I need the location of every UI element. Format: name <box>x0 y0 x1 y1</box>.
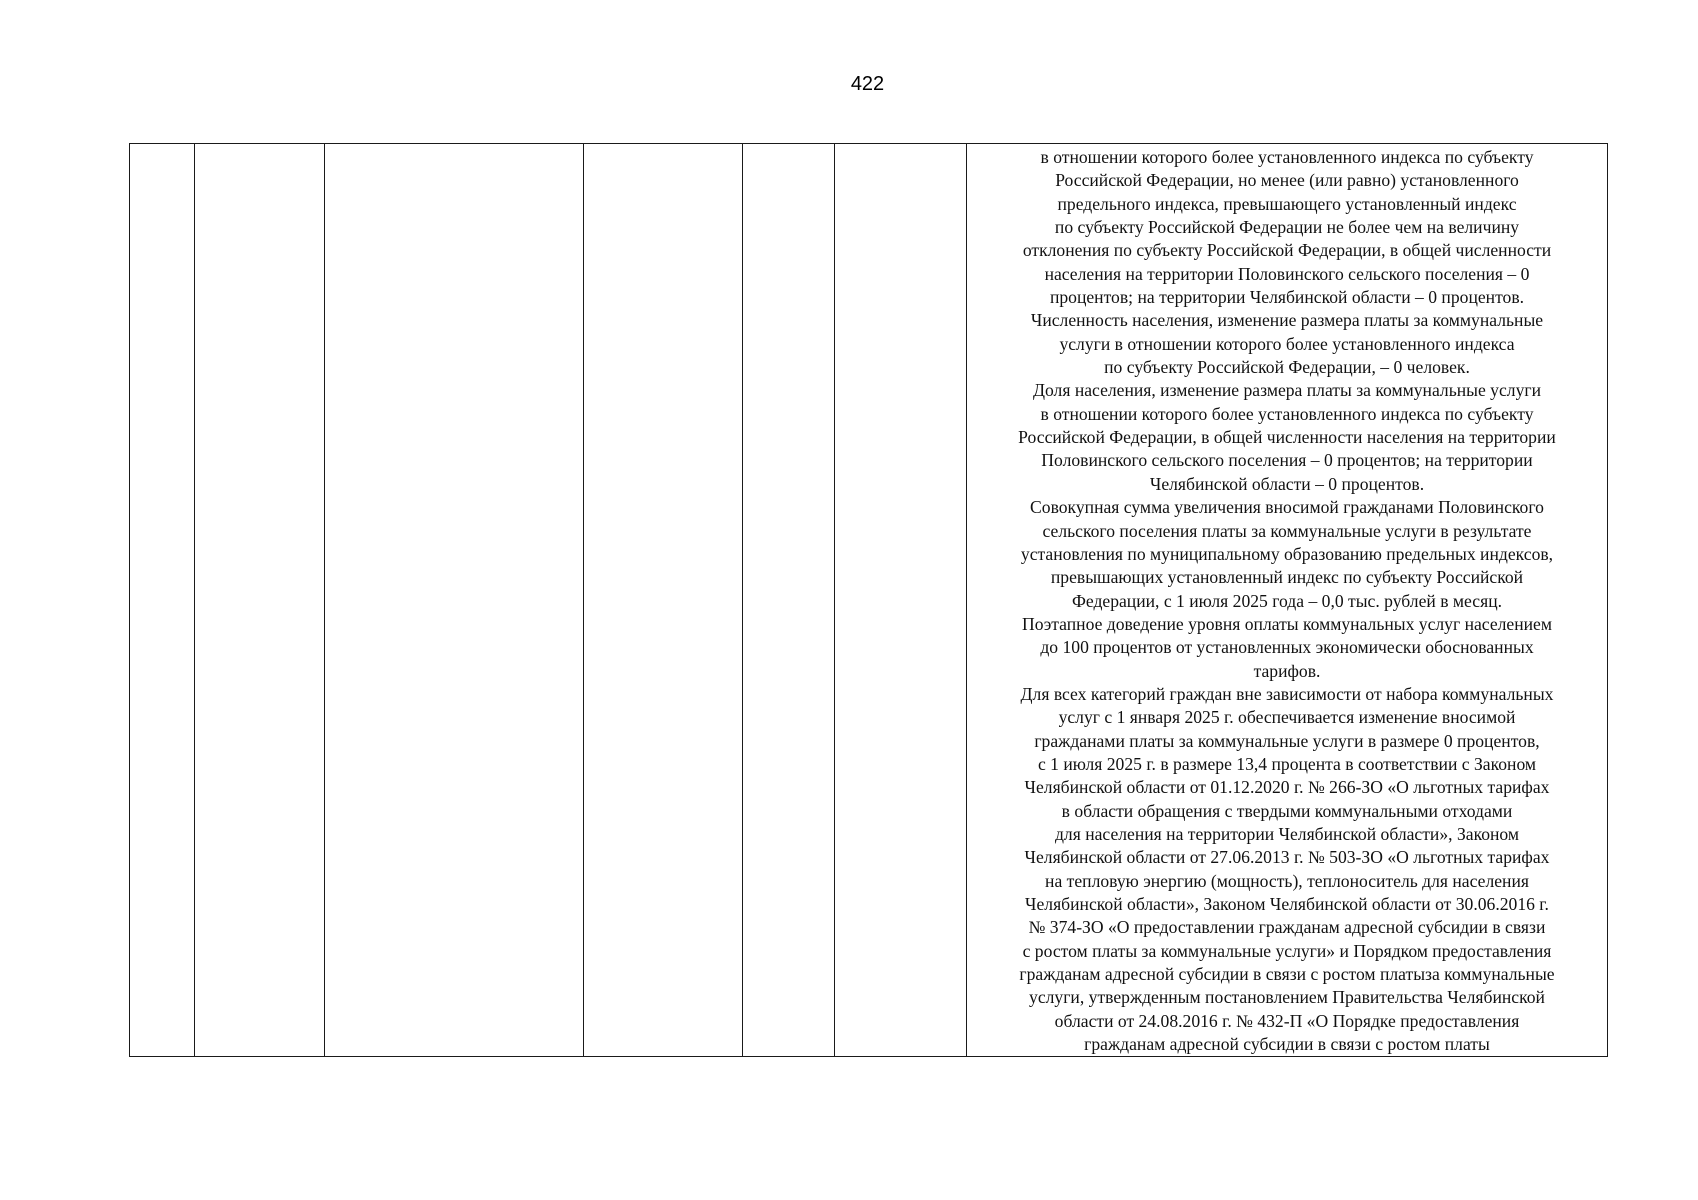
text-line: Поэтапное доведение уровня оплаты коммунальных услуг населением <box>1022 613 1552 634</box>
description-text <box>971 146 1603 1056</box>
text-line: № 374-ЗО «О предоставлении гражданам адресной субсидии в связи <box>1028 917 1546 938</box>
text-line: Челябинской области от 27.06.2013 г. № 503-ЗО «О льготных тарифах <box>1024 847 1550 868</box>
text-line: Половинского сельского поселения – 0 процентов; на территории <box>1041 450 1533 471</box>
text-line: в области обращения с твердыми коммунальными отходами <box>1061 800 1513 821</box>
text-line: Доля населения, изменение размера платы за коммунальные услуги <box>1032 380 1541 401</box>
text-line: до 100 процентов от установленных экономически обоснованных <box>1040 637 1534 658</box>
text-line: Челябинской области – 0 процентов. <box>1149 473 1425 494</box>
text-line: отклонения по субъекту Российской Федерации, в общей численности <box>1022 240 1552 261</box>
text-line: для населения на территории Челябинской области», Законом <box>1054 823 1520 844</box>
text-line: населения на территории Половинского сельского поселения – 0 <box>1044 263 1530 284</box>
text-line: услуги в отношении которого более установленного индекса <box>1059 333 1515 354</box>
text-line: Численность населения, изменение размера платы за коммунальные <box>1030 310 1544 331</box>
table-cell-empty-2 <box>195 144 325 1057</box>
text-line: гражданами платы за коммунальные услуги в размере 0 процентов, <box>1034 730 1540 751</box>
text-line: предельного индекса, превышающего установленный индекс <box>1057 193 1517 214</box>
text-line: тарифов. <box>1253 660 1321 681</box>
text-line: гражданам адресной субсидии в связи с ростом платыза коммунальные <box>1019 964 1555 985</box>
text-line: Совокупная сумма увеличения вносимой гражданами Половинского <box>1030 497 1544 518</box>
text-line: в отношении которого более установленного индекса по субъекту <box>1040 147 1534 167</box>
text-line: процентов; на территории Челябинской области – 0 процентов. <box>1049 287 1525 308</box>
text-line: Для всех категорий граждан вне зависимости от набора коммунальных <box>1020 683 1554 704</box>
text-line: Российской Федерации, но менее (или равно) установленного <box>1055 170 1519 191</box>
text-line: установления по муниципальному образованию предельных индексов, <box>1020 543 1554 564</box>
text-line: гражданам адресной субсидии в связи с ростом платы <box>1084 1034 1490 1055</box>
table-cell-empty-6 <box>835 144 967 1057</box>
text-line: Федерации, с 1 июля 2025 года – 0,0 тыс. рублей в месяц. <box>1071 590 1503 611</box>
page-number: 422 <box>850 73 885 95</box>
text-line: услуги, утвержденным постановлением Правительства Челябинской <box>1029 987 1545 1008</box>
continuation-table <box>129 143 1608 1057</box>
text-line: Челябинской области от 01.12.2020 г. № 266-ЗО «О льготных тарифах <box>1024 777 1550 798</box>
table-cell-empty-1 <box>130 144 195 1057</box>
text-line: услуг с 1 января 2025 г. обеспечивается изменение вносимой <box>1058 707 1516 728</box>
text-line: сельского поселения платы за коммунальные услуги в результате <box>1042 520 1532 541</box>
text-line: в отношении которого более установленного индекса по субъекту <box>1040 403 1534 424</box>
text-line: по субъекту Российской Федерации, – 0 человек. <box>1104 357 1470 378</box>
text-line: по субъекту Российской Федерации не более чем на величину <box>1054 217 1520 238</box>
table-cell-empty-4 <box>584 144 743 1057</box>
text-line: области от 24.08.2016 г. № 432-П «О Порядке предоставления <box>1054 1010 1520 1031</box>
text-line: Челябинской области», Законом Челябинской области от 30.06.2016 г. <box>1025 894 1549 914</box>
table-row <box>130 144 1608 1057</box>
table-cell-description <box>967 144 1608 1057</box>
text-line: с ростом платы за коммунальные услуги» и Порядком предоставления <box>1022 940 1552 961</box>
table-cell-empty-5 <box>743 144 835 1057</box>
text-line: Российской Федерации, в общей численности населения на территории <box>1018 427 1556 448</box>
text-line: превышающих установленный индекс по субъекту Российской <box>1050 567 1524 588</box>
table-cell-empty-3 <box>325 144 584 1057</box>
text-line: на тепловую энергию (мощность), теплоноситель для населения <box>1045 870 1529 891</box>
text-line: с 1 июля 2025 г. в размере 13,4 процента в соответствии с Законом <box>1037 753 1537 774</box>
